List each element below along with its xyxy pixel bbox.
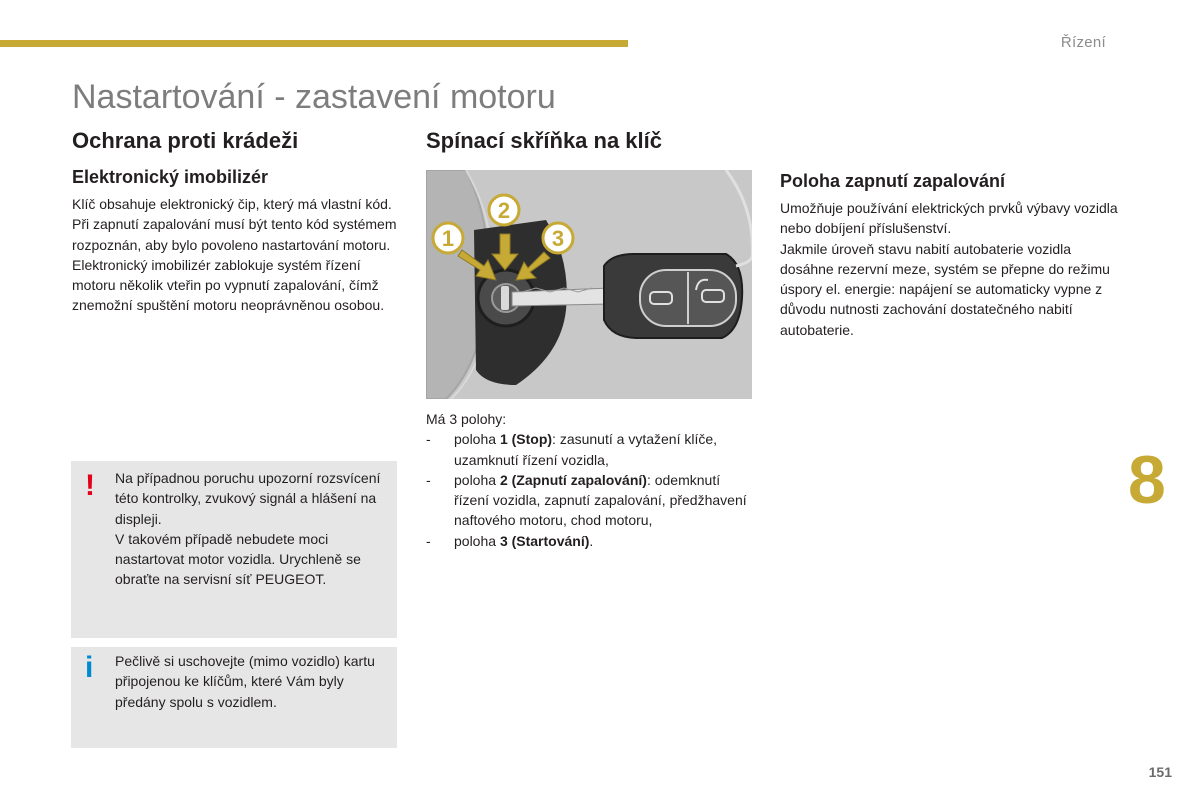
header-rule xyxy=(0,40,628,47)
immobiliser-paragraph: Elektronický imobilizér zablokuje systém řízení motoru několik vteřin po vypnutí zapalování, čímž znemožní spuštění motoru neoprávněnou osobou. xyxy=(72,256,385,314)
immobiliser-paragraph: Klíč obsahuje elektronický čip, který má vlastní kód. Při zapnutí zapalování musí být tento kód systémem rozpoznán, aby bylo povoleno nastartování motoru. xyxy=(72,196,397,253)
ignition-on-text xyxy=(780,198,1120,340)
page-title: Nastartování - zastavení motoru xyxy=(72,78,556,116)
chapter-number: 8 xyxy=(1128,442,1166,518)
ignition-key-illustration xyxy=(426,170,752,399)
callout-3 xyxy=(543,223,573,253)
info-paragraph: Pečlivě si uschovejte (mimo vozidlo) kartu připojenou ke klíčům, které Vám byly předány spolu s vozidlem. xyxy=(115,653,375,710)
subheading-immobiliser: Elektronický imobilizér xyxy=(72,167,269,187)
position-label: 1 (Stop) xyxy=(499,431,553,448)
position-label: 3 (Startování) xyxy=(499,532,590,549)
position-item: - poloha 3 (Startování). xyxy=(426,532,594,549)
position-label: 2 (Zapnutí zapalování) xyxy=(499,471,647,488)
section-label: Řízení xyxy=(1060,34,1106,51)
positions-list xyxy=(426,429,756,551)
heading-ignition-switch: Spínací skříňka na klíč xyxy=(426,128,663,153)
positions-intro: Má 3 polohy: xyxy=(426,411,507,427)
position-item: - poloha 1 (Stop): zasunutí a vytažení klíče, uzamknutí řízení vozidla, xyxy=(426,431,718,468)
callout-2-label: 2 xyxy=(497,198,511,223)
callout-1-label: 1 xyxy=(441,226,455,251)
heading-ignition-on-position: Poloha zapnutí zapalování xyxy=(780,171,1006,191)
immobiliser-text xyxy=(72,194,400,316)
warning-note xyxy=(71,461,397,638)
warning-paragraph: V takovém případě nebudete moci nastartovat motor vozidla. Urychleně se obraťte na servisní síť PEUGEOT. xyxy=(115,530,361,588)
callout-2 xyxy=(489,195,519,225)
warning-text xyxy=(115,468,393,590)
callout-1 xyxy=(433,223,463,253)
position-item: - poloha 2 (Zapnutí zapalování): odemknutí řízení vozidla, zapnutí zapalování, předžhavení naftového motoru, chod motoru, xyxy=(426,471,747,529)
info-icon: i xyxy=(85,651,94,684)
ignition-on-paragraph: Jakmile úroveň stavu nabití autobaterie vozidla dosáhne rezervní meze, systém se přepne do režimu úspory el. energie: napájení se automaticky vypne z důvodu nutnosti zachování dostatečného nabití autobaterie. xyxy=(780,240,1110,338)
page-number: 151 xyxy=(1148,764,1172,780)
heading-anti-theft: Ochrana proti krádeži xyxy=(72,128,299,153)
warning-paragraph: Na případnou poruchu upozorní rozsvícení této kontrolky, zvukový signál a hlášení na displeji. xyxy=(115,470,381,527)
info-text xyxy=(115,651,393,712)
info-note xyxy=(71,647,397,748)
ignition-on-paragraph: Umožňuje používání elektrických prvků výbavy vozidla nebo dobíjení příslušenství. xyxy=(780,200,1118,237)
warning-icon: ! xyxy=(85,469,95,502)
callout-3-label: 3 xyxy=(551,226,565,251)
positions-text xyxy=(426,409,756,551)
